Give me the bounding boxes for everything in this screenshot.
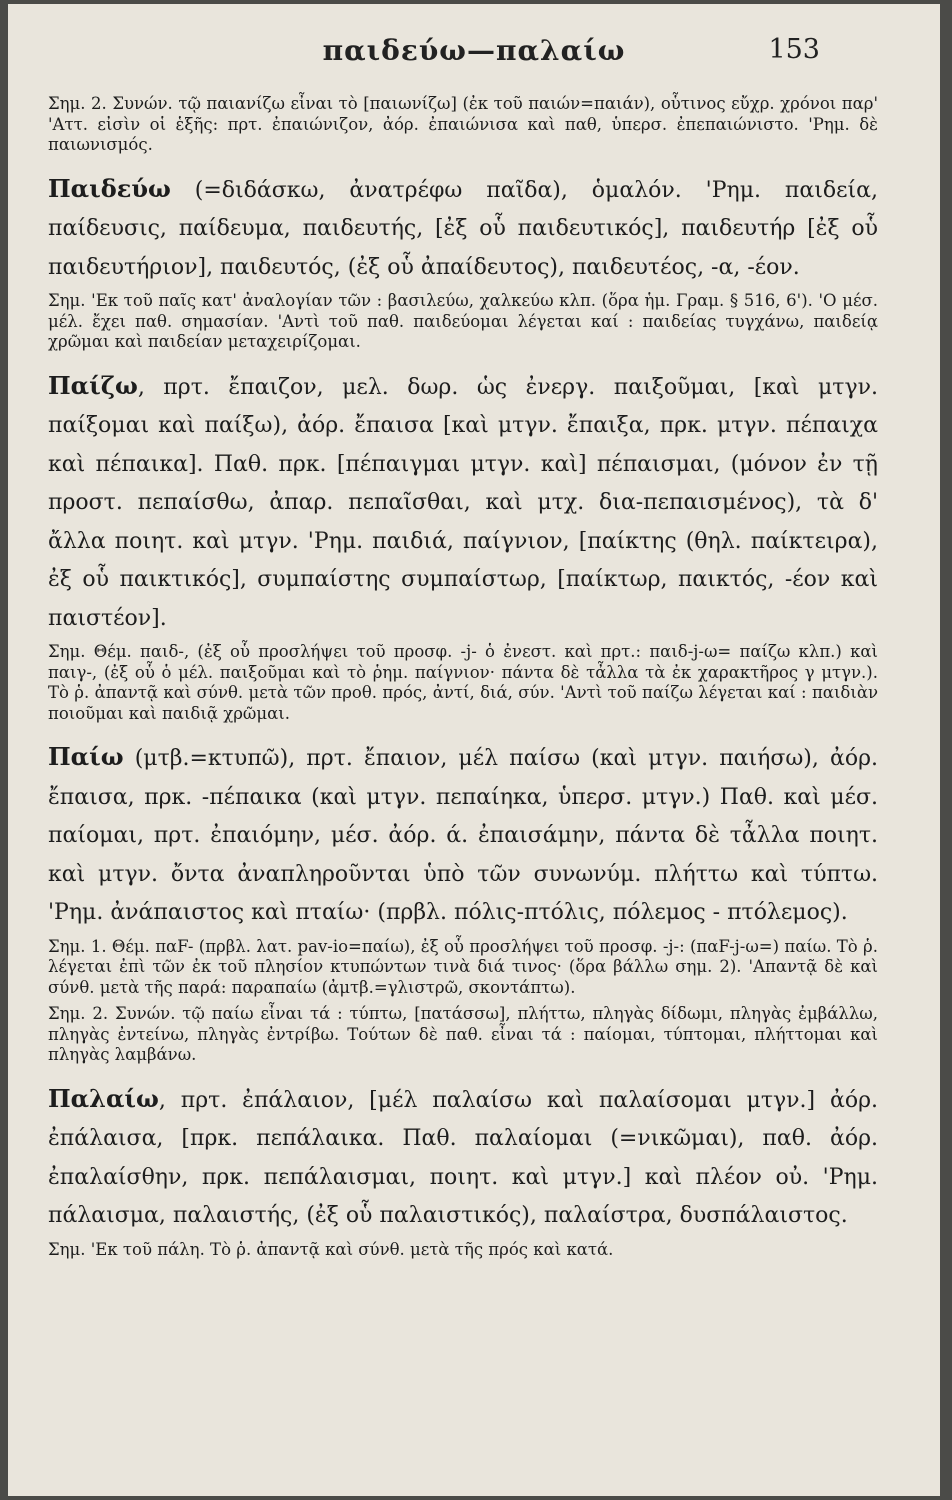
headword-palaio: Παλαίω: [48, 1083, 159, 1113]
note-paizo: Σημ. Θέμ. παιδ-, (ἐξ οὗ προσλήψει τοῦ προσφ. -j- ὁ ἐνεστ. καὶ πρτ.: παιδ-j-ω= παίζω κλπ.) καὶ παιγ-, (ἐξ οὗ ὁ μέλ. παιξοῦμαι καὶ τὸ ῥημ. παίγνιον· πάντα δὲ τἆλλα τὰ ἐκ χαρακτῆρος γ μτγν.). Τὸ ῥ. ἀπαντᾷ καὶ σύνθ. μετὰ τῶν προθ. πρός, ἀντί, διά, σύν. 'Αντὶ τοῦ παίζω λέγεται καί : παιδιὰν ποιοῦμαι καὶ παιδιᾷ χρῶμαι.: [48, 642, 878, 723]
entry-paio-text: (μτβ.=κτυπῶ), πρτ. ἔπαιον, μέλ παίσω (καὶ μτγν. παιήσω), ἀόρ. ἔπαισα, πρκ. -πέπαικα (καὶ μτγν. πεπαίηκα, ὑπερσ. μτγν.) Παθ. καὶ μέσ. παίομαι, πρτ. ἐπαιόμην, μέσ. ἀόρ. ά. ἐπαισάμην, πάντα δὲ τἆλλα ποιητ. καὶ μτγν. ὄντα ἀναπληροῦνται ὑπὸ τῶν συνωνύμ. πλήττω καὶ τύπτω. 'Ρημ. ἀνάπαιστος καὶ πταίω· (πρβλ. πόλις-πτόλις, πόλεμος - πτόλεμος).: [48, 746, 878, 925]
note-paieanizo-synonyms: Σημ. 2. Συνών. τῷ παιανίζω εἶναι τὸ [παιωνίζω] (ἐκ τοῦ παιών=παιάν), οὗτινος εὔχρ. χρόνοι παρ' 'Αττ. εἰσὶν οἱ ἑξῆς: πρτ. ἐπαιώνιζον, ἀόρ. ἐπαιώνισα καὶ παθ, ὑπερσ. ἐπεπαιώνιστο. 'Ρημ. δὲ παιωνισμός.: [48, 94, 878, 154]
entry-paizo-text: , πρτ. ἔπαιζον, μελ. δωρ. ὡς ἐνεργ. παιξοῦμαι, [καὶ μτγν. παίξομαι καὶ παίξω), ἀόρ. ἔπαισα [καὶ μτγν. ἔπαιξα, πρκ. μτγν. πέπαιχα καὶ πέπαικα]. Παθ. πρκ. [πέπαιγμαι μτγν. καὶ] πέπαισμαι, (μόνον ἐν τῇ προστ. πεπαίσθω, ἀπαρ. πεπαῖσθαι, καὶ μτχ. δια-πεπαισμένος), τὰ δ' ἄλλα ποιητ. καὶ μτγν. 'Ρημ. παιδιά, παίγνιον, [παίκτης (θηλ. παίκτειρα), ἐξ οὗ παικτικός], συμπαίστης συμπαίστωρ, [παίκτωρ, παικτός, -έον καὶ παιστέον].: [48, 374, 878, 631]
headword-paideuo: Παιδεύω: [48, 173, 171, 203]
entry-paideuo: [48, 170, 878, 288]
entry-paideuo-text: (=διδάσκω, ἀνατρέφω παῖδα), ὁμαλόν. 'Ρημ. παιδεία, παίδευσις, παίδευμα, παιδευτής, [ἐξ οὗ παιδευτικός], παιδευτήρ [ἐξ οὗ παιδευτήριον], παιδευτός, (ἐξ οὗ ἀπαίδευτος), παιδευτέος, -α, -έον.: [48, 177, 878, 280]
running-header: [8, 34, 940, 74]
page-number: 153: [768, 34, 820, 65]
entry-palaio: [48, 1080, 878, 1236]
book-page: [8, 4, 940, 1496]
entry-palaio-text: , πρτ. ἐπάλαιον, [μέλ παλαίσω καὶ παλαίσομαι μτγν.] ἀόρ. ἐπάλαισα, [πρκ. πεπάλαικα. Παθ. παλαίομαι (=νικῶμαι), παθ. ἀόρ. ἐπαλαίσθην, πρκ. πεπάλαισμαι, ποιητ. καὶ μτγν.] καὶ πλέον οὐ. 'Ρημ. πάλαισμα, παλαιστής, (ἐξ οὗ παλαιστικός), παλαίστρα, δυσπάλαιστος.: [48, 1087, 878, 1228]
note-palaio: Σημ. 'Εκ τοῦ πάλη. Τὸ ῥ. ἀπαντᾷ καὶ σύνθ. μετὰ τῆς πρός καὶ κατά.: [48, 1239, 614, 1259]
note-paio-2: Σημ. 2. Συνών. τῷ παίω εἶναι τά : τύπτω, [πατάσσω], πλήττω, πληγὰς δίδωμι, πληγὰς ἐμβάλλω, πληγὰς ἐντείνω, πληγὰς ἐντρίβω. Τούτων δὲ παθ. εἶναι τά : παίομαι, τύπτομαι, πλήττομαι καὶ πληγὰς λαμβάνω.: [48, 1004, 878, 1064]
running-title: παιδεύω—παλαίω: [322, 34, 626, 67]
entry-paizo: [48, 367, 878, 639]
headword-paio: Παίω: [48, 742, 124, 771]
entry-paio: [48, 738, 878, 933]
note-paideuo: Σημ. 'Εκ τοῦ παῖς κατ' ἀναλογίαν τῶν : βασιλεύω, χαλκεύω κλπ. (ὅρα ἡμ. Γραμ. § 516, 6'). 'Ο μέσ. μέλ. ἔχει παθ. σημασίαν. 'Αντὶ τοῦ παθ. παιδεύομαι λέγεται καί : παιδείας τυγχάνω, παιδείᾳ χρῶμαι καὶ παιδείαν μεταχειρίζομαι.: [48, 291, 878, 351]
headword-paizo: Παίζω: [48, 370, 138, 400]
note-paio-1: Σημ. 1. Θέμ. παF- (πρβλ. λατ. pav-io=παίω), ἐξ οὗ προσλήψει τοῦ προσφ. -j-: (παF-j-ω=) παίω. Τὸ ῥ. λέγεται ἐπὶ τῶν ἐκ τοῦ πλησίον κτυπώντων τινὰ διά τινος· (ὅρα βάλλω σημ. 2). 'Απαντᾷ δὲ καὶ σύνθ. μετὰ τῆς παρά: παραπαίω (ἀμτβ.=γλιστρῶ, σκοντάπτω).: [48, 936, 878, 997]
page-body: [48, 94, 878, 1260]
